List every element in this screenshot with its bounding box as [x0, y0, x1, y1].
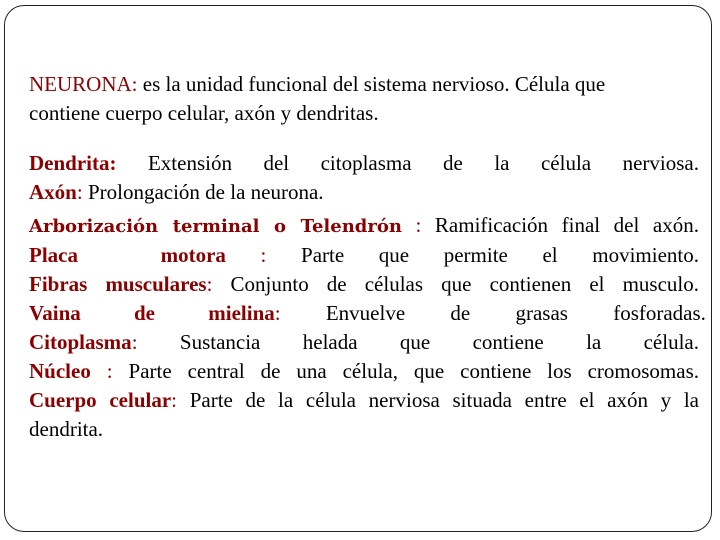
term-dendrita: Dendrita:: [29, 151, 117, 175]
text-arborizacion: Ramificación final del axón.: [421, 213, 699, 237]
definition-cuerpo: [29, 386, 699, 415]
term-fibras: Fibras musculares: [29, 272, 207, 296]
slide-frame: [4, 5, 712, 532]
text-citoplasma: Sustancia helada que contiene la célula.: [137, 330, 699, 354]
text-dendrita: Extensión del citoplasma de la célula nerviosa.: [116, 151, 699, 175]
term-nucleo: Núcleo: [29, 359, 91, 383]
intro-term: NEURONA: [29, 72, 132, 96]
text-fibras: Conjunto de células que contienen el musculo.: [212, 272, 699, 296]
colon-arborizacion: :: [401, 213, 422, 237]
definition-citoplasma: [29, 328, 699, 357]
text-axon: Prolongación de la neurona.: [82, 180, 324, 204]
definition-vaina: [29, 299, 706, 328]
colon-nucleo: :: [90, 359, 113, 383]
definitions-block: [29, 149, 706, 444]
definition-axon: [29, 178, 699, 207]
definition-dendrita: [29, 149, 699, 178]
text-nucleo: Parte central de una célula, que contiene los cromosomas.: [112, 359, 700, 383]
colon-cuerpo: :: [171, 388, 178, 412]
definition-nucleo: [29, 357, 699, 386]
definition-placa: [29, 241, 699, 270]
term-citoplasma: Citoplasma: [29, 330, 132, 354]
intro-paragraph: [29, 70, 699, 128]
intro-line-1: [29, 70, 699, 99]
slide-content: [29, 70, 706, 444]
intro-line-2: contiene cuerpo celular, axón y dendritas.: [29, 101, 379, 125]
term-arborizacion: Arborización terminal o Telendrón: [29, 216, 402, 237]
term-cuerpo: Cuerpo celular: [29, 388, 172, 412]
colon-fibras: :: [206, 272, 213, 296]
colon-axon: :: [76, 180, 83, 204]
intro-text-1: es la unidad funcional del sistema nervioso. Célula que: [137, 72, 606, 96]
colon-placa: :: [225, 243, 267, 267]
final-line: dendrita.: [29, 417, 104, 441]
text-vaina: Envuelve de grasas fosforadas.: [280, 301, 706, 325]
term-placa: Placa motora: [29, 243, 226, 267]
colon-vaina: :: [274, 301, 281, 325]
definition-fibras: [29, 270, 699, 299]
term-axon: Axón: [29, 180, 77, 204]
definition-arborizacion: [29, 211, 699, 241]
text-cuerpo: Parte de la célula nerviosa situada entre el axón y la: [177, 388, 700, 412]
term-vaina: Vaina de mielina: [29, 301, 275, 325]
colon-citoplasma: :: [131, 330, 138, 354]
intro-colon: :: [131, 72, 138, 96]
text-placa: Parte que permite el movimiento.: [266, 243, 699, 267]
